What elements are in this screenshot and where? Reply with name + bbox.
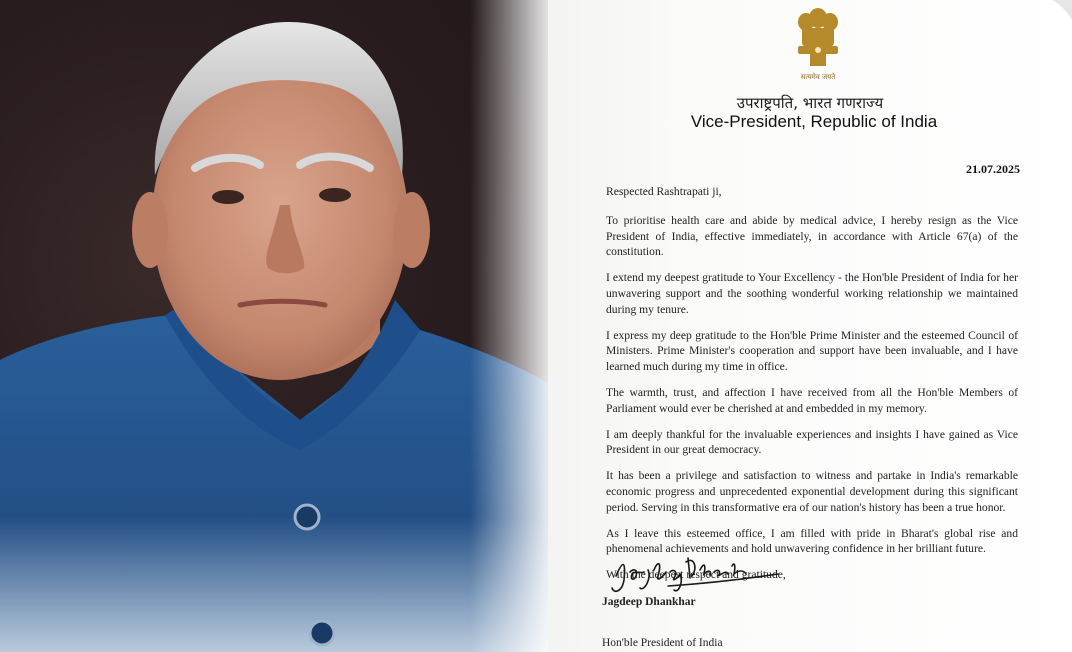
- resignation-letter: [548, 0, 1072, 652]
- paragraph: It has been a privilege and satisfaction to witness and partake in India's remarkable economic progress and unprecedented exponential development during this significant period. Serving in this transformative era of our nation's history has been a true honor.: [606, 469, 1018, 514]
- coat-button: [295, 505, 319, 529]
- salutation: Respected Rashtrapati ji,: [606, 185, 722, 198]
- paragraph: To prioritise health care and abide by medical advice, I hereby resign as the Vice President of India, effective immediately, in accordance with Article 67(a) of the constitution.: [606, 213, 1018, 259]
- paragraph: I am deeply thankful for the invaluable experiences and insights I have gained as Vice President in our great democracy.: [606, 427, 1018, 457]
- emblem-motto: सत्यमेव जयते: [800, 73, 836, 81]
- paragraph: I extend my deepest gratitude to Your Excellency - the Hon'ble President of India for her unwavering support and the soothing wonderful working relationship we maintained during my tenure.: [606, 271, 1018, 316]
- national-emblem-icon: [788, 4, 848, 86]
- letterhead-hindi-title: उपराष्ट्रपति, भारत गणराज्य: [736, 94, 884, 112]
- page-curl-icon: [1048, 0, 1072, 24]
- addressee: Hon'ble President of India: [602, 637, 723, 649]
- photo-fade: [470, 0, 560, 652]
- letterhead-english-title: Vice-President, Republic of India: [690, 112, 938, 131]
- letter-date: 21.07.2025: [966, 162, 1020, 176]
- coat-button: [310, 621, 334, 645]
- handwritten-signature: [608, 548, 788, 598]
- closing: With the deepest respect and gratitude,: [606, 568, 786, 582]
- letter-body: [606, 184, 1018, 593]
- paragraph: I express my deep gratitude to the Hon'ble Prime Minister and the esteemed Council of Ministers. Prime Minister's cooperation and support have been invaluable, and I have learned much during my time in office.: [606, 328, 1018, 374]
- signatory-name: Jagdeep Dhankhar: [602, 596, 696, 608]
- paragraph: As I leave this esteemed office, I am filled with pride in Bharat's global rise and phenomenal achievements and hold unwavering confidence in her brilliant future.: [606, 526, 1018, 556]
- paragraph: The warmth, trust, and affection I have received from all the Hon'ble Members of Parliament would ever be cherished at and embedded in my memory.: [606, 385, 1018, 415]
